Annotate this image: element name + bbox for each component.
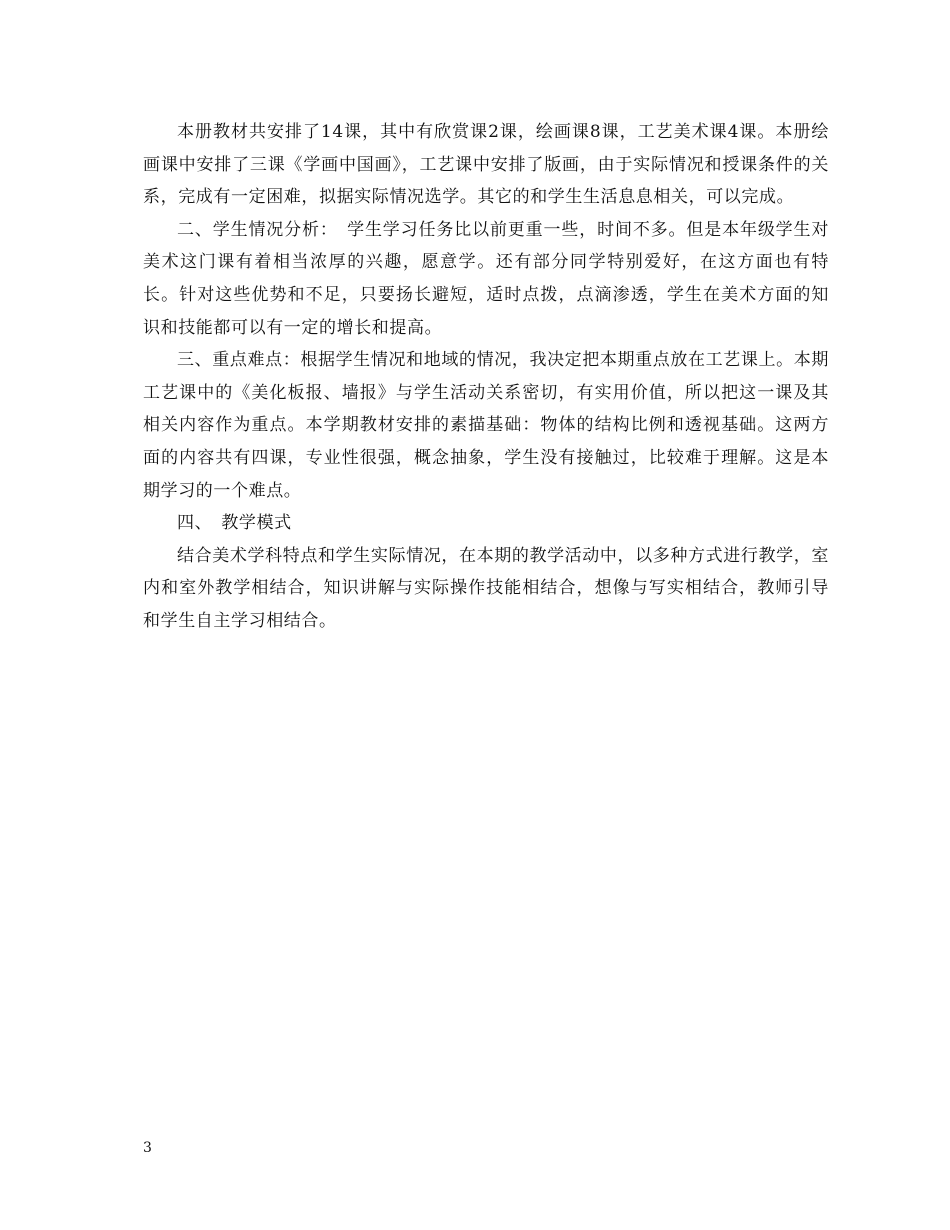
- section-heading-teaching-mode: 四、 教学模式: [177, 513, 292, 534]
- body-text: [143, 116, 829, 638]
- paragraph-key-difficulties: 三、重点难点：根据学生情况和地域的情况，我决定把本期重点放在工艺课上。本期工艺课中的《美化板报、墙报》与学生活动关系密切，有实用价值，所以把这一课及其相关内容作为重点。本学期教材安排的素描基础：物体的结构比例和透视基础。这两方面的内容共有四课，专业性很强，概念抽象，学生没有接触过，比较难于理解。这是本期学习的一个难点。: [143, 350, 829, 501]
- paragraph-textbook-overview: 本册教材共安排了14课，其中有欣赏课2课，绘画课8课，工艺美术课4课。本册绘画课中安排了三课《学画中国画》，工艺课中安排了版画，由于实际情况和授课条件的关系，完成有一定困难，拟据实际情况选学。其它的和学生生活息息相关，可以完成。: [143, 122, 829, 208]
- paragraph-teaching-mode: 结合美术学科特点和学生实际情况，在本期的教学活动中，以多种方式进行教学，室内和室外教学相结合，知识讲解与实际操作技能相结合，想像与写实相结合，教师引导和学生自主学习相结合。: [143, 545, 829, 631]
- page-number: 3: [143, 1140, 152, 1156]
- paragraph-student-analysis: 二、学生情况分析： 学生学习任务比以前更重一些，时间不多。但是本年级学生对美术这门课有着相当浓厚的兴趣，愿意学。还有部分同学特别爱好，在这方面也有特长。针对这些优势和不足，只要扬长避短，适时点拨，点滴渗透，学生在美术方面的知识和技能都可以有一定的增长和提高。: [143, 219, 829, 338]
